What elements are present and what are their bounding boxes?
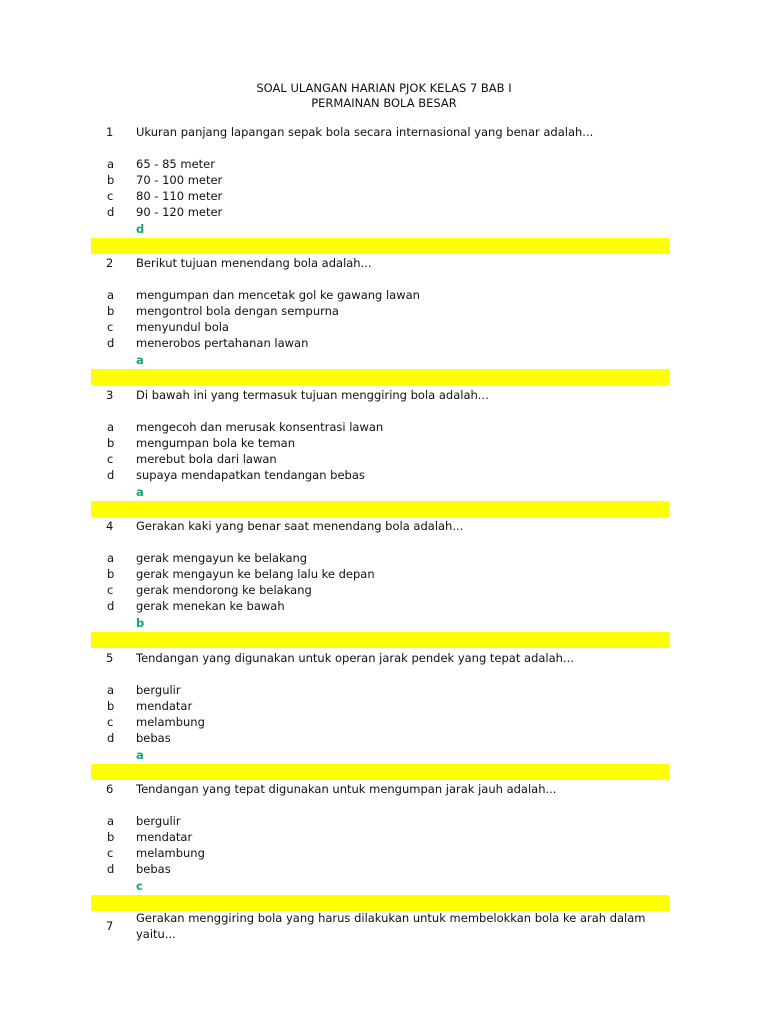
option-text: menyundul bola bbox=[136, 320, 229, 334]
question-text: Ukuran panjang lapangan sepak bola secara internasional yang benar adalah... bbox=[136, 125, 594, 139]
option-text: menerobos pertahanan lawan bbox=[136, 336, 309, 350]
option-text: bebas bbox=[136, 731, 171, 745]
option-label: d bbox=[107, 862, 115, 876]
question-number: 1 bbox=[106, 125, 114, 139]
question-number: 2 bbox=[106, 256, 114, 270]
option-text: mendatar bbox=[136, 830, 193, 844]
option-label: c bbox=[107, 452, 114, 466]
answer-key: c bbox=[136, 879, 143, 893]
option-text: 90 - 120 meter bbox=[136, 205, 223, 219]
answer-key: a bbox=[136, 485, 144, 499]
option-text: melambung bbox=[136, 715, 205, 729]
option-text: mendatar bbox=[136, 699, 193, 713]
answer-key: a bbox=[136, 353, 144, 367]
question-7-text: Gerakan menggiring bola yang harus dilakukan untuk membelokkan bola ke arah dalam yaitu... bbox=[136, 911, 646, 941]
question-number: 4 bbox=[106, 519, 114, 533]
option-text: gerak menekan ke bawah bbox=[136, 599, 285, 613]
option-label: d bbox=[107, 336, 115, 350]
option-text: gerak mengayun ke belakang bbox=[136, 551, 308, 565]
answer-key: d bbox=[136, 222, 145, 236]
option-label: b bbox=[107, 436, 115, 450]
option-label: a bbox=[107, 288, 115, 302]
option-text: mengontrol bola dengan sempurna bbox=[136, 304, 339, 318]
option-label: c bbox=[107, 846, 114, 860]
option-label: c bbox=[107, 189, 114, 203]
question-number: 5 bbox=[106, 651, 114, 665]
question-text: Tendangan yang tepat digunakan untuk mengumpan jarak jauh adalah... bbox=[136, 782, 557, 796]
question-text: Di bawah ini yang termasuk tujuan menggiring bola adalah... bbox=[136, 388, 489, 402]
answer-key: b bbox=[136, 616, 145, 630]
document-subtitle: PERMAINAN BOLA BESAR bbox=[311, 96, 457, 110]
option-text: bergulir bbox=[136, 814, 181, 828]
question-text: Gerakan kaki yang benar saat menendang bola adalah... bbox=[136, 519, 464, 533]
highlight-separator bbox=[91, 632, 669, 648]
option-label: c bbox=[107, 320, 114, 334]
highlight-separator bbox=[91, 764, 669, 780]
option-label: d bbox=[107, 599, 115, 613]
option-label: d bbox=[107, 468, 115, 482]
option-text: bebas bbox=[136, 862, 171, 876]
option-text: 65 - 85 meter bbox=[136, 157, 215, 171]
option-text: melambung bbox=[136, 846, 205, 860]
option-label: a bbox=[107, 157, 115, 171]
question-number: 6 bbox=[106, 782, 114, 796]
question-7-number: 7 bbox=[106, 919, 114, 933]
option-text: 80 - 110 meter bbox=[136, 189, 223, 203]
question-text: Tendangan yang digunakan untuk operan jarak pendek yang tepat adalah... bbox=[136, 651, 574, 665]
option-text: supaya mendapatkan tendangan bebas bbox=[136, 468, 365, 482]
option-label: b bbox=[107, 173, 115, 187]
option-label: a bbox=[107, 551, 115, 565]
answer-key: a bbox=[136, 748, 144, 762]
option-text: bergulir bbox=[136, 683, 181, 697]
question-number: 3 bbox=[106, 388, 114, 402]
option-text: mengecoh dan merusak konsentrasi lawan bbox=[136, 420, 384, 434]
option-label: b bbox=[107, 830, 115, 844]
option-label: d bbox=[107, 205, 115, 219]
option-text: gerak mengayun ke belang lalu ke depan bbox=[136, 567, 375, 581]
option-label: b bbox=[107, 567, 115, 581]
highlight-separator bbox=[91, 238, 669, 254]
highlight-separator bbox=[91, 895, 669, 911]
highlight-separator bbox=[91, 501, 669, 517]
question-text: Berikut tujuan menendang bola adalah... bbox=[136, 256, 372, 270]
option-label: a bbox=[107, 683, 115, 697]
option-label: c bbox=[107, 583, 114, 597]
option-label: d bbox=[107, 731, 115, 745]
option-label: b bbox=[107, 304, 115, 318]
option-text: mengumpan dan mencetak gol ke gawang lawan bbox=[136, 288, 420, 302]
highlight-separator bbox=[91, 369, 669, 385]
option-text: 70 - 100 meter bbox=[136, 173, 223, 187]
option-label: a bbox=[107, 420, 115, 434]
option-text: mengumpan bola ke teman bbox=[136, 436, 295, 450]
option-label: c bbox=[107, 715, 114, 729]
option-label: a bbox=[107, 814, 115, 828]
option-label: b bbox=[107, 699, 115, 713]
document-title: SOAL ULANGAN HARIAN PJOK KELAS 7 BAB I bbox=[256, 81, 512, 95]
option-text: merebut bola dari lawan bbox=[136, 452, 277, 466]
option-text: gerak mendorong ke belakang bbox=[136, 583, 312, 597]
